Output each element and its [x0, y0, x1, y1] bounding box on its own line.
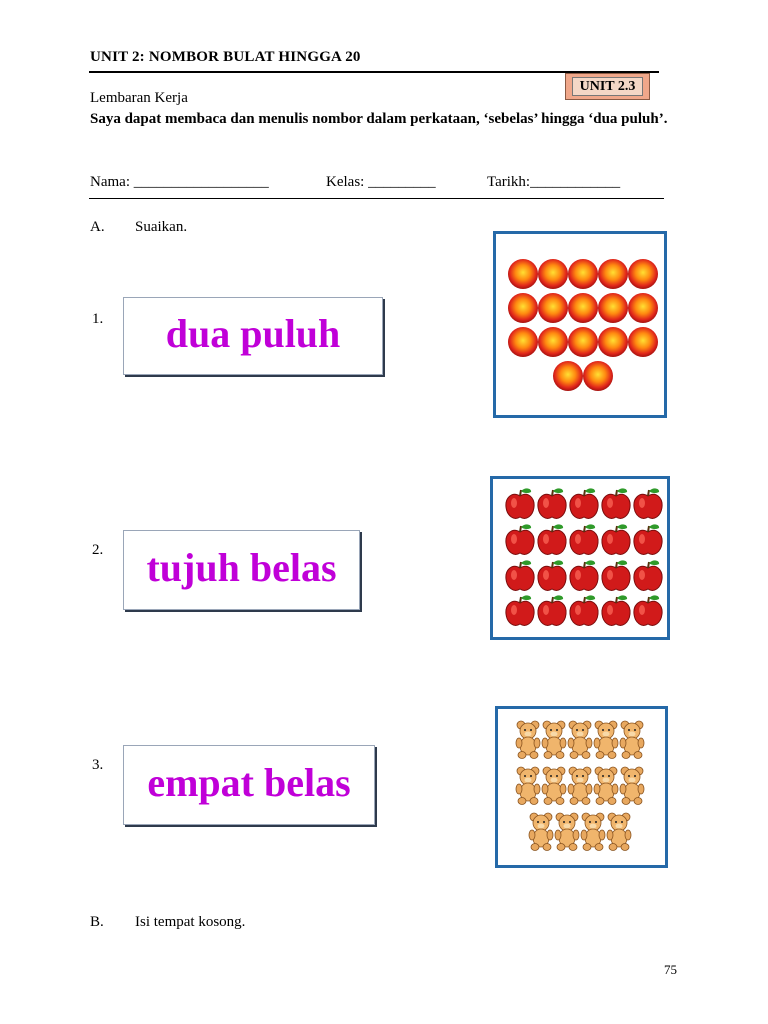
worksheet-label: Lembaran Kerja [90, 90, 188, 106]
word-card [123, 530, 360, 610]
unit-badge-label: UNIT 2.3 [572, 77, 643, 96]
word-card [123, 297, 383, 375]
word-card-text: dua puluh [165, 311, 341, 356]
date-field: Tarikh:____________ [487, 174, 621, 190]
apple-icon [506, 488, 662, 625]
page-number: 75 [664, 962, 677, 977]
picture-box [493, 231, 667, 418]
item-number: 1. [92, 311, 104, 327]
teddy-bear-icon [516, 721, 644, 851]
orange-ball-icon [508, 259, 658, 391]
picture-box [495, 706, 668, 868]
section-b-letter: B. [90, 914, 104, 930]
picture-box [490, 476, 670, 640]
section-b-instruction: Isi tempat kosong. [135, 914, 246, 930]
objective-text: Saya dapat membaca dan menulis nombor dalam perkataan, ‘sebelas’ hingga ‘dua puluh’. [90, 111, 668, 127]
name-field: Nama: __________________ [90, 174, 269, 190]
info-divider [89, 198, 664, 199]
section-a-letter: A. [90, 219, 105, 235]
word-card-text: tujuh belas [146, 545, 337, 590]
teddy-bears-group [498, 709, 665, 865]
apples-group [493, 479, 667, 637]
word-card [123, 745, 375, 825]
section-a-instruction: Suaikan. [135, 219, 188, 235]
item-number: 2. [92, 542, 104, 558]
unit-title: UNIT 2: NOMBOR BULAT HINGGA 20 [90, 49, 361, 65]
class-field: Kelas: _________ [326, 174, 436, 190]
word-card-text: empat belas [147, 760, 351, 805]
orange-balls-group [496, 234, 664, 415]
unit-badge [565, 73, 650, 100]
item-number: 3. [92, 757, 104, 773]
